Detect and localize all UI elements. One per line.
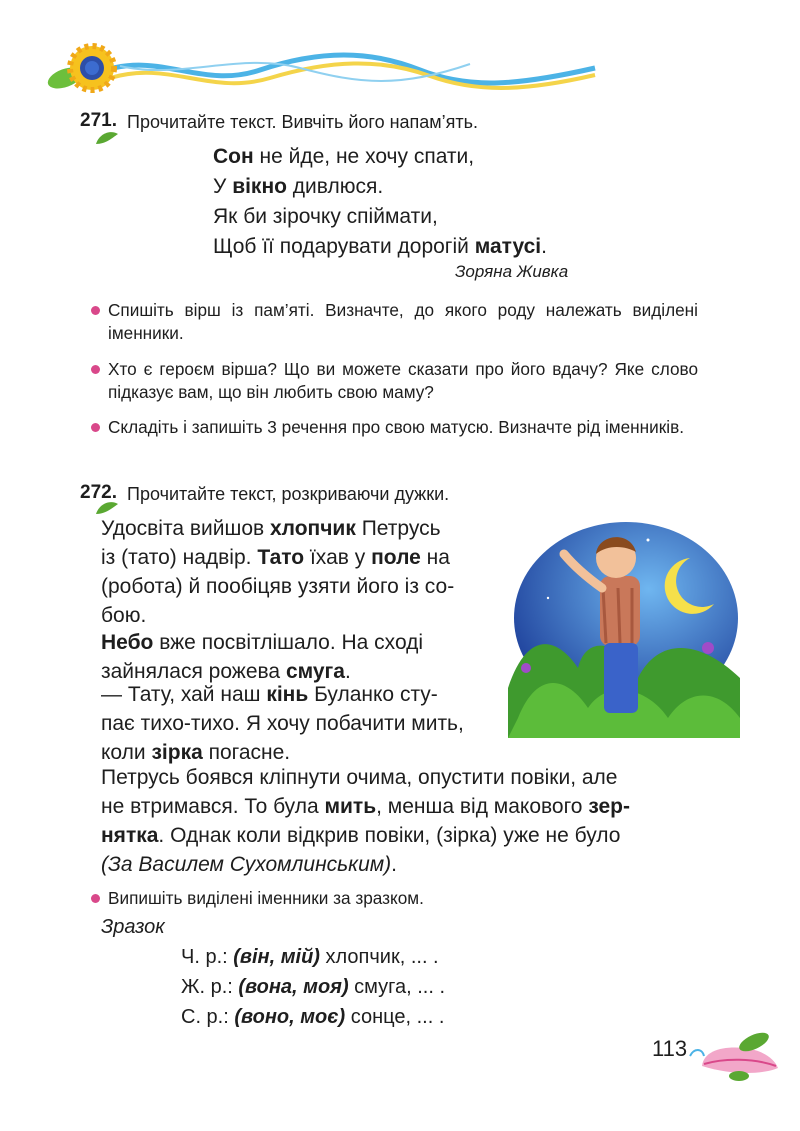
poem-line-2 [213, 172, 547, 202]
story-text: Удосвіта вийшов [101, 517, 270, 540]
story-bold-word: зірка [151, 741, 203, 764]
exercise-271-number: 271. [80, 110, 117, 131]
story-text: пає тихо-тихо. Я хочу побачити мить, [101, 712, 464, 735]
story-paragraph-4 [101, 763, 693, 879]
poem-text: не йде, не хочу спати, [253, 145, 475, 168]
footer-scroll-decoration [684, 1028, 784, 1083]
sample-prefix: С. р.: [181, 1006, 235, 1028]
task-bullet-1 [108, 299, 698, 345]
poem-line-1 [213, 142, 547, 172]
story-text: (робота) й пообіцяв узяти його із со- [101, 575, 455, 598]
task-bullet-2 [108, 358, 698, 404]
exercise-271-task: Прочитайте текст. Вивчіть його напам’ять. [127, 112, 479, 132]
poem-bold-word: вікно [232, 175, 287, 198]
story-text: Буланко сту- [308, 683, 438, 706]
story-text: бою. [101, 604, 147, 627]
bullet-text: Складіть і запишіть 3 речення про свою матусю. Визначте рід іменників. [108, 417, 685, 437]
story-paragraph-3 [101, 680, 486, 767]
story-paragraph-1 [101, 514, 486, 630]
story-bold-word: поле [371, 546, 421, 569]
sample-rest: хлопчик, ... . [319, 946, 439, 968]
poem-text: . [541, 235, 547, 258]
bullet-dot-icon [91, 894, 100, 903]
boy-at-dawn-illustration [508, 518, 740, 738]
task-bullet-3 [108, 416, 698, 439]
story-text: Петрусь [355, 517, 441, 540]
story-text: не втримався. То була [101, 795, 325, 818]
story-text: зайнялася рожева [101, 660, 286, 683]
story-bold-word: смуга [285, 660, 345, 683]
sample-prefix: Ч. р.: [181, 946, 234, 968]
poem-line-3: Як би зірочку спіймати, [213, 205, 438, 228]
poem-bold-word: матусі [474, 235, 542, 258]
poem [213, 142, 547, 262]
story-text: . [391, 853, 397, 876]
poem-bold-word: Сон [213, 145, 254, 168]
sample-row [181, 1002, 445, 1032]
story-text: . [344, 660, 351, 683]
sample-prefix: Ж. р.: [181, 976, 239, 998]
story-source: (За Василем Сухомлинським) [101, 853, 392, 876]
poem-author: Зоряна Живка [455, 262, 569, 281]
story-text: коли [101, 741, 152, 764]
bullet-dot-icon [91, 365, 100, 374]
story-text: — Тату, хай наш [101, 683, 267, 706]
exercise-272-task: Прочитайте текст, розкриваючи дужки. [127, 484, 450, 504]
sample-pronouns: (вона, моя) [238, 976, 349, 998]
bullet-dot-icon [91, 306, 100, 315]
bullet-text: Хто є героєм вірша? Що ви можете сказати про його вдачу? Яке слово підказує вам, що він любить свою маму? [108, 359, 698, 402]
leaf-icon [94, 130, 120, 148]
story-text: їхав у [304, 546, 372, 569]
story-paragraph-2 [101, 628, 486, 686]
bullet-text: Спишіть вірш із пам’яті. Визначте, до якого роду належать виділені іменники. [108, 300, 698, 343]
story-bold-word: хлопчик [269, 517, 356, 540]
sample-row [181, 972, 445, 1002]
bullet-text: Випишіть виділені іменники за зразком. [108, 888, 424, 908]
story-text: погасне. [202, 741, 291, 764]
sample-list [181, 942, 445, 1032]
story-bold-word: кінь [266, 683, 309, 706]
bullet-dot-icon [91, 423, 100, 432]
exercise-272-number: 272. [80, 482, 117, 503]
story-text: із (тато) надвір. [101, 546, 258, 569]
poem-text: дивлюся. [286, 175, 384, 198]
story-bold-word: мить [324, 795, 377, 818]
story-bold-word: Небо [101, 631, 154, 654]
poem-line-4 [213, 232, 547, 262]
story-bold-word: нятка [101, 824, 159, 847]
story-bold-word: Тато [257, 546, 305, 569]
sample-label: Зразок [101, 916, 165, 938]
story-text: Петрусь боявся кліпнути очима, опустити повіки, але [101, 766, 618, 789]
story-text: , менша від макового [376, 795, 589, 818]
poem-text: Щоб її подарувати дорогій [213, 235, 475, 258]
story-text: . Однак коли відкрив повіки, (зірка) уже не було [158, 824, 621, 847]
story-text: на [420, 546, 450, 569]
sample-rest: сонце, ... . [345, 1006, 445, 1028]
header-sunflower-ribbon-decoration [40, 40, 600, 100]
story-bold-word: зер- [588, 795, 630, 818]
sample-pronouns: (воно, моє) [234, 1006, 346, 1028]
sample-rest: смуга, ... . [348, 976, 446, 998]
poem-text: У [213, 175, 233, 198]
page-number: 113 [652, 1036, 688, 1061]
task-bullet-272 [108, 887, 668, 910]
sample-pronouns: (він, мій) [233, 946, 320, 968]
sample-row [181, 942, 445, 972]
story-text: вже посвітлішало. На сході [153, 631, 424, 654]
